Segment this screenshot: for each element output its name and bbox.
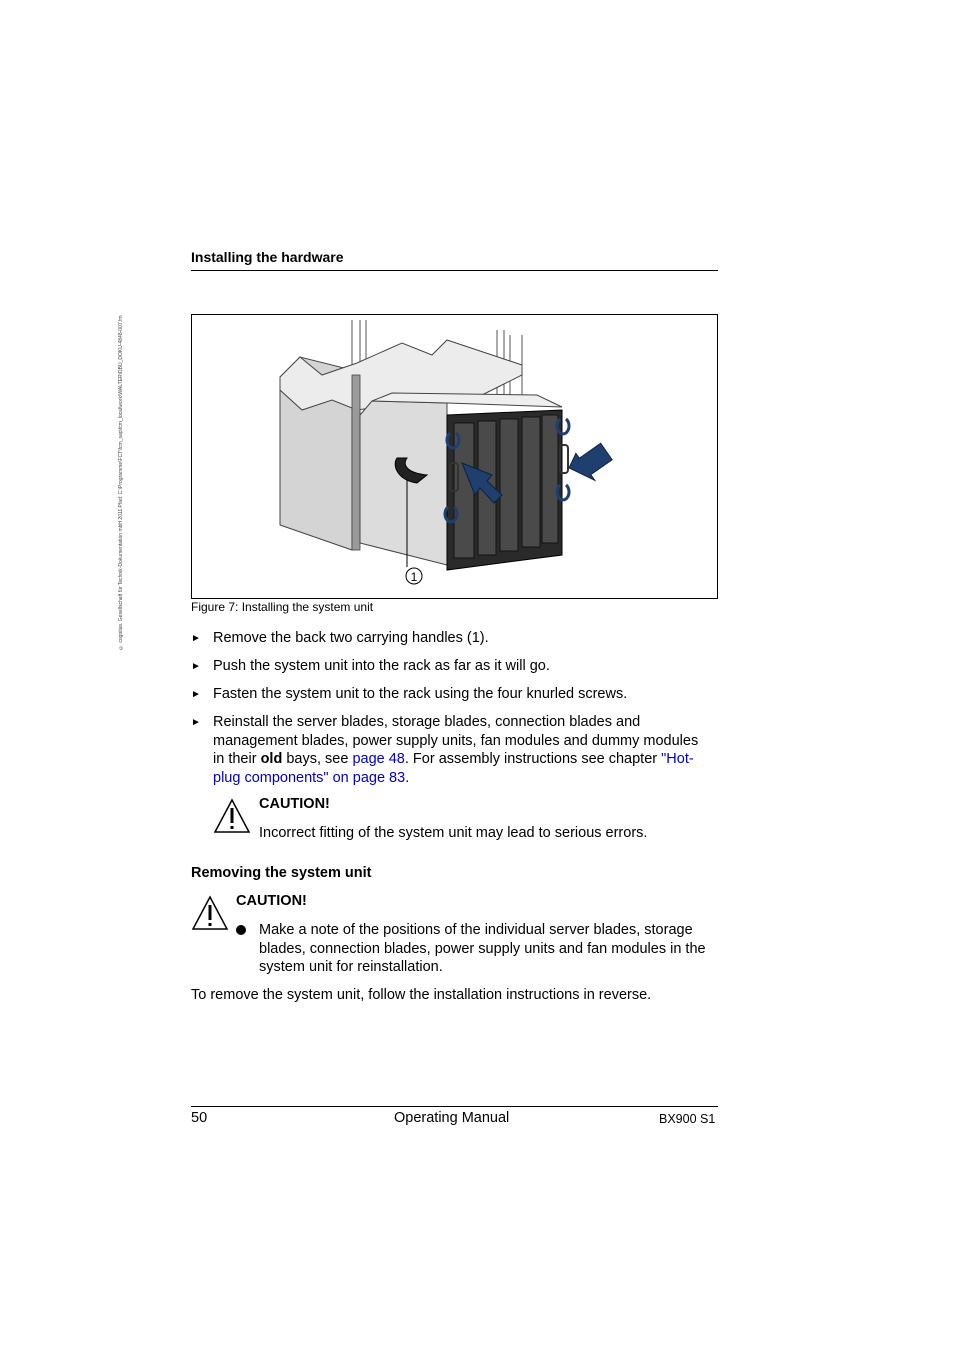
- warning-triangle-icon: [191, 895, 229, 931]
- push-arrow-right: [564, 438, 616, 488]
- closing-paragraph: To remove the system unit, follow the installation instructions in reverse.: [191, 987, 652, 1003]
- caution-2-line-3: system unit for reinstallation.: [259, 959, 443, 975]
- step-4-line-4: [213, 769, 723, 788]
- figure-caption: Figure 7: Installing the system unit: [191, 600, 374, 614]
- step-4-text-part: bays, see: [282, 751, 353, 767]
- caution-2-title: CAUTION!: [236, 893, 307, 909]
- step-4-line-3: [213, 750, 723, 769]
- warning-triangle-icon: [213, 798, 251, 834]
- running-header: Installing the hardware: [191, 249, 344, 265]
- page-number: 50: [191, 1110, 208, 1126]
- step-1-text: Remove the back two carrying handles (1).: [213, 630, 489, 646]
- caution-1-text: Incorrect fitting of the system unit may lead to serious errors.: [259, 825, 648, 841]
- figure-callout-1: 1: [410, 570, 418, 584]
- footer-rule: [191, 1106, 718, 1107]
- link-page-48[interactable]: page 48: [352, 751, 405, 767]
- figure-frame: [191, 314, 718, 599]
- step-marker: ►: [191, 717, 201, 728]
- step-marker: ►: [191, 689, 201, 700]
- caution-2-text: [259, 921, 729, 977]
- footer-manual-title: Operating Manual: [394, 1110, 510, 1126]
- section-title: Removing the system unit: [191, 865, 372, 881]
- step-4-line-1: Reinstall the server blades, storage blades, connection blades and: [213, 714, 641, 730]
- footer-product: BX900 S1: [659, 1112, 716, 1126]
- link-hot-plug-components[interactable]: "Hot-: [661, 751, 694, 767]
- step-4-text-part: .: [405, 769, 410, 786]
- caution-1-title: CAUTION!: [259, 796, 330, 812]
- step-marker: ►: [191, 633, 201, 644]
- caution-2-line-2: blades, connection blades, power supply units and fan modules in the: [259, 940, 706, 957]
- link-hot-plug-components-cont[interactable]: plug components" on page 83: [213, 769, 406, 786]
- step-4-text-part: . For assembly instructions see chapter: [404, 751, 662, 767]
- header-rule: [191, 270, 718, 271]
- step-4-line-2: management blades, power supply units, fan modules and dummy modules: [213, 732, 699, 749]
- bullet-dot: [236, 925, 246, 935]
- side-margin-note: © cognitas. Gesellschaft für Technik-Dokumentation mbH 2011 Pfad: C:\Programme\FCT\fcm_sap\fcm_local\work\WALTER\DBU_DOKU-4848-007.fm: [118, 315, 124, 650]
- system-unit-side: [360, 401, 447, 565]
- caution-2-line-1: Make a note of the positions of the individual server blades, storage: [259, 922, 693, 938]
- step-4-text: [213, 713, 723, 787]
- step-marker: ►: [191, 661, 201, 672]
- step-4-bold-old: old: [260, 751, 283, 767]
- step-2-text: Push the system unit into the rack as far as it will go.: [213, 658, 550, 674]
- figure-illustration: [192, 315, 717, 598]
- step-4-text-part: in their: [213, 751, 261, 767]
- step-3-text: Fasten the system unit to the rack using the four knurled screws.: [213, 686, 628, 702]
